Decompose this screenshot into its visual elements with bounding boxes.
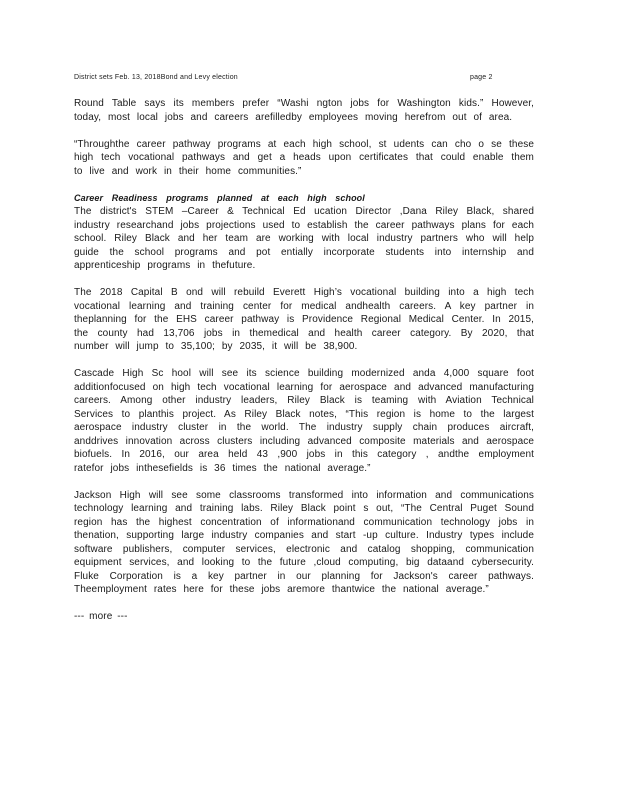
document-body bbox=[74, 97, 534, 624]
section-career-readiness bbox=[74, 192, 534, 273]
page-number: page 2 bbox=[470, 74, 493, 81]
paragraph-round-table: Round Table says its members prefer “Washi ngton jobs for Washington kids.” However, today, most local jobs and careers arefilledby employees moving herefrom out of area. bbox=[74, 98, 534, 123]
paragraph-stem-director: The district's STEM –Career & Technical Ed ucation Director ,Dana Riley Black, shared industry researchand jobs projections used to establish the career pathways plans for each school. Riley Black and her team are working with local industry partners who will help guide the school programs and pot entially incorporate students into internship and apprenticeship programs in thefuture. bbox=[74, 206, 534, 271]
paragraph-jackson-high: Jackson High will see some classrooms transformed into information and communications technology learning and training labs. Riley Black point s out, “The Central Puget Sound region has the highest concentration of informationand communication technology jobs in thenation, supporting large industry companies and start -up culture. Industry types include software publishers, computer services, electronic and catalog shopping, communication equipment services, and looking to the future ,cloud computing, big dataand cybersecurity. Fluke Corporation is a key partner in our planning for Jackson's career pathways. Theemployment rates here for these jobs aremore thantwice the national average.” bbox=[74, 489, 534, 595]
more-indicator: --- more --- bbox=[74, 611, 128, 622]
paragraph-cascade-high: Cascade High Sc hool will see its science building modernized anda 4,000 square foot additionfocused on high tech vocational learning for aerospace and advanced manufacturing careers. Among other industry leaders, Riley Black is teaming with Aviation Technical Services to planthis project. As Riley Black notes, “This region is home to the largest aerospace industry cluster in the world. The industry supply chain produces aircraft, anddrives innovation across clusters including advanced composite materials and aerospace biofuels. In 2016, our area held 43 ,900 jobs in this category , andthe employment ratefor jobs inthesefields is 36 times the national average.” bbox=[74, 368, 534, 474]
paragraph-career-pathway-quote: “Throughthe career pathway programs at each high school, st udents can cho o se these high tech vocational pathways and get a heads upon certificates that could enable them to live and work in their home communities.” bbox=[74, 138, 534, 177]
paragraph-everett-high: The 2018 Capital B ond will rebuild Everett High’s vocational building into a high tech vocational learning and training center for medical andhealth careers. A key partner in theplanning for the EHS career pathway is Providence Regional Medical Center. In 2015, the county had 13,706 jobs in themedical and health career category. By 2020, that number will jump to 35,100; by 2035, it will be 38,900. bbox=[74, 287, 534, 352]
section-subhead: Career Readiness programs planned at each high school bbox=[74, 192, 365, 203]
header-title: District sets Feb. 13, 2018Bond and Levy election bbox=[74, 74, 238, 81]
